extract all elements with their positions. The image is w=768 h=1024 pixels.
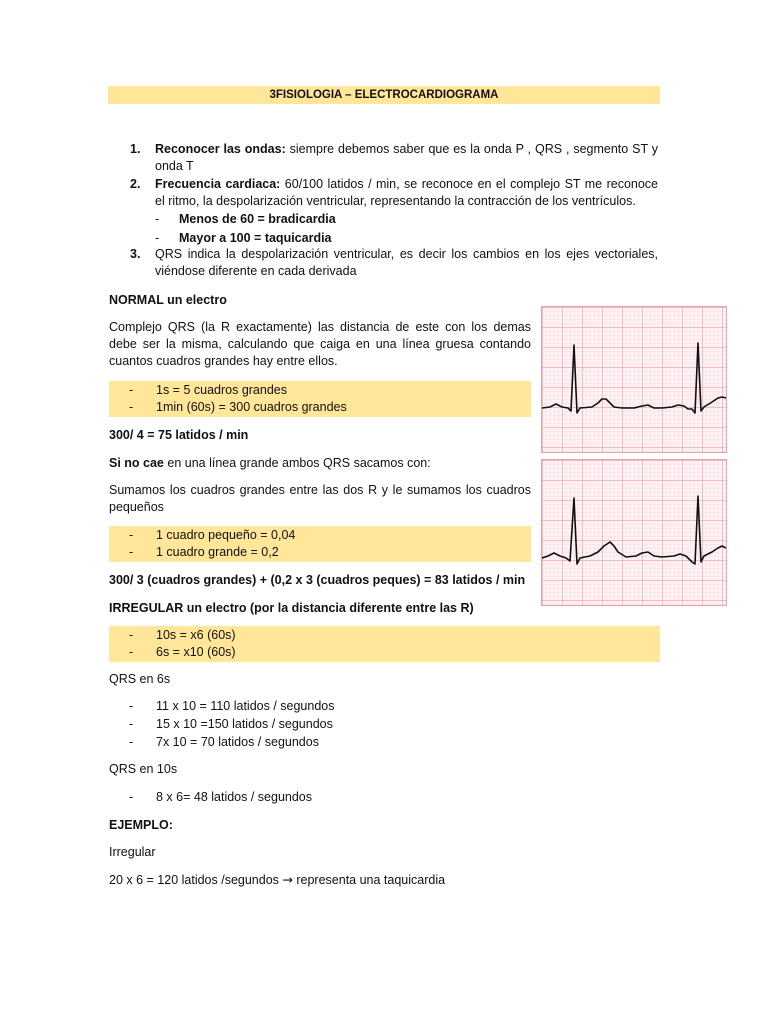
list-number: 3. bbox=[130, 247, 141, 261]
list-10s bbox=[109, 789, 509, 809]
list-item-text: siempre debemos saber que es la onda P , QRS , segmento ST y onda T bbox=[155, 142, 659, 173]
irregular-label: Irregular bbox=[109, 845, 156, 859]
sumamos-paragraph: Sumamos los cuadros grandes entre las dos R y le sumamos los cuadros pequeños bbox=[109, 483, 531, 514]
highlight-box-seconds bbox=[109, 381, 531, 417]
si-no-cae-bold: Si no cae bbox=[109, 456, 164, 470]
list-item-text: 1min (60s) = 300 cuadros grandes bbox=[156, 400, 347, 414]
normal-paragraph: Complejo QRS (la R exactamente) las distancia de este con los demas debe ser la misma, calculando que caiga en una línea gruesa contando cuantos cuadros grandes hay entre ellos. bbox=[109, 320, 531, 368]
list-item-text: 1 cuadro grande = 0,2 bbox=[156, 545, 279, 559]
list-item-text: 10s = x6 (60s) bbox=[156, 628, 236, 642]
ecg-image-normal bbox=[541, 306, 727, 453]
section-heading-normal: NORMAL un electro bbox=[109, 293, 227, 307]
si-no-cae-line bbox=[109, 455, 431, 472]
list-item-text: 6s = x10 (60s) bbox=[156, 645, 236, 659]
highlight-box-cuadros bbox=[109, 526, 531, 562]
list-item-text: 7x 10 = 70 latidos / segundos bbox=[156, 735, 319, 749]
si-no-cae-text: en una línea grande ambos QRS sacamos con: bbox=[163, 456, 431, 470]
arrow-icon: → bbox=[282, 872, 293, 887]
dash-bullet: - bbox=[129, 400, 134, 414]
list-item-text: 1 cuadro pequeño = 0,04 bbox=[156, 528, 296, 542]
ecg-grid bbox=[542, 307, 726, 452]
dash-bullet: - bbox=[129, 699, 134, 713]
ecg-grid bbox=[542, 460, 726, 605]
dash-bullet: - bbox=[129, 383, 134, 397]
dash-bullet: - bbox=[129, 645, 134, 659]
list-item-bold: Frecuencia cardiaca: bbox=[155, 177, 281, 191]
calc-75-lpm: 300/ 4 = 75 latidos / min bbox=[109, 428, 249, 442]
dash-bullet: - bbox=[155, 231, 160, 245]
final-calc: 20 x 6 = 120 latidos /segundos bbox=[109, 873, 279, 887]
list-item-1 bbox=[130, 141, 658, 181]
list-item-bold: Reconocer las ondas: bbox=[155, 142, 286, 156]
list-item-text: 60/100 latidos / min, se reconoce en el complejo ST me reconoce el ritmo, la despolarización ventricular, representando la contracción de los ventrículos. bbox=[155, 177, 658, 208]
document-title: 3FISIOLOGIA – ELECTROCARDIOGRAMA bbox=[108, 86, 660, 104]
list-6s bbox=[109, 698, 509, 758]
sublist-text: Menos de 60 = bradicardia bbox=[179, 212, 336, 226]
list-item-text: 1s = 5 cuadros grandes bbox=[156, 383, 287, 397]
highlight-box-irregular bbox=[109, 626, 660, 662]
final-example-line bbox=[109, 871, 445, 889]
section-heading-irregular: IRREGULAR un electro (por la distancia diferente entre las R) bbox=[109, 601, 474, 615]
dash-bullet: - bbox=[129, 790, 134, 804]
qrs-10s-label: QRS en 10s bbox=[109, 762, 178, 776]
list-number: 1. bbox=[130, 142, 141, 156]
sublist-text: Mayor a 100 = taquicardia bbox=[179, 231, 332, 245]
list-item-2 bbox=[130, 176, 658, 216]
list-number: 2. bbox=[130, 177, 141, 191]
calc-83-lpm: 300/ 3 (cuadros grandes) + (0,2 x 3 (cuadros peques) = 83 latidos / min bbox=[109, 573, 526, 587]
qrs-6s-label: QRS en 6s bbox=[109, 672, 171, 686]
dash-bullet: - bbox=[129, 545, 134, 559]
dash-bullet: - bbox=[129, 628, 134, 642]
dash-bullet: - bbox=[129, 528, 134, 542]
ejemplo-heading: EJEMPLO: bbox=[109, 818, 173, 832]
ecg-image-second bbox=[541, 459, 727, 606]
list-item-text: QRS indica la despolarización ventricular, es decir los cambios en los ejes vectoriales, viéndose diferente en cada derivada bbox=[155, 247, 658, 278]
dash-bullet: - bbox=[129, 717, 134, 731]
list-item-text: 11 x 10 = 110 latidos / segundos bbox=[156, 699, 335, 713]
dash-bullet: - bbox=[129, 735, 134, 749]
dash-bullet: - bbox=[155, 212, 160, 226]
list-item-text: 15 x 10 =150 latidos / segundos bbox=[156, 717, 333, 731]
list-item-text: 8 x 6= 48 latidos / segundos bbox=[156, 790, 313, 804]
list-item-3 bbox=[130, 246, 658, 286]
final-conclusion: representa una taquicardia bbox=[292, 873, 446, 887]
